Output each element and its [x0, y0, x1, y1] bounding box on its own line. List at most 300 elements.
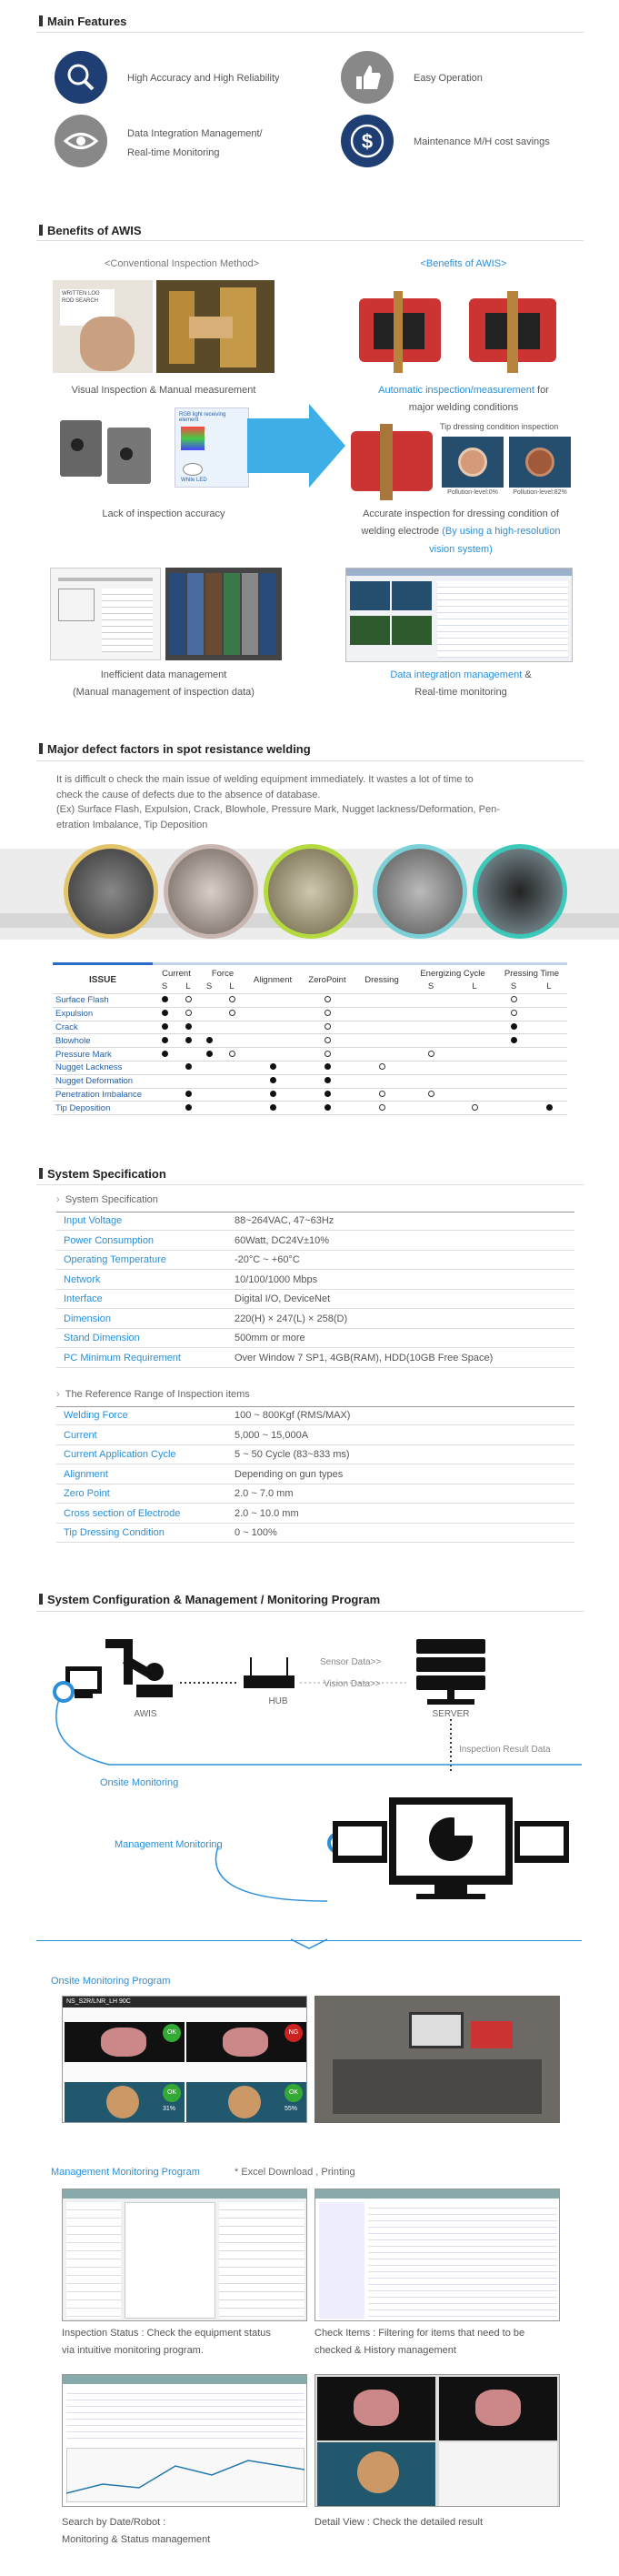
table-cell [354, 1048, 409, 1062]
caption-inspection-status [62, 2325, 325, 2360]
spec-key: Cross section of Electrode [64, 1507, 181, 1519]
filled-dot-icon [162, 1023, 168, 1030]
issue-name: Blowhole [53, 1034, 153, 1048]
issue-name: Surface Flash [53, 994, 153, 1008]
paragraph-line: (Ex) Surface Flash, Expulsion, Crack, Blowhole, Pressure Mark, Nugget lackness/Deformation, Pen- [56, 804, 500, 815]
table-cell [453, 1021, 496, 1034]
binders-photo [165, 568, 282, 660]
table-cell [218, 1034, 245, 1048]
spec-subheading: › System Specification [56, 1194, 158, 1205]
table-cell [531, 1088, 567, 1102]
table-cell [300, 994, 354, 1008]
server-label: SERVER [432, 1709, 470, 1719]
table-cell [300, 1062, 354, 1075]
section-title-spec: System Specification [47, 1167, 166, 1181]
col-header: Alignment [245, 967, 300, 994]
table-cell [218, 1088, 245, 1102]
spec-row [56, 1291, 574, 1309]
table-cell [409, 1007, 453, 1021]
spec-value: Digital I/O, DeviceNet [235, 1293, 331, 1304]
hollow-circle-icon [511, 996, 517, 1002]
hollow-circle-icon [185, 996, 192, 1002]
table-cell [218, 1074, 245, 1088]
divider [36, 760, 584, 761]
table-cell [300, 1048, 354, 1062]
spec-row [56, 1311, 574, 1329]
section-title-defects: Major defect factors in spot resistance welding [47, 742, 311, 756]
table-row [53, 1048, 567, 1062]
caption-text: Search by Date/Robot : [62, 2517, 166, 2528]
table-cell [300, 1102, 354, 1115]
electrode-tip-image-1 [442, 437, 504, 488]
filled-dot-icon [546, 1104, 553, 1111]
spec-row [56, 1446, 574, 1464]
filled-dot-icon [185, 1104, 192, 1111]
spec-row [56, 1252, 574, 1270]
filled-dot-icon [324, 1104, 331, 1111]
hollow-circle-icon [511, 1010, 517, 1016]
spec-row [56, 1466, 574, 1484]
spec-key: Tip Dressing Condition [64, 1527, 165, 1538]
col-header: Force [211, 968, 235, 979]
table-cell [218, 1062, 245, 1075]
table-cell [409, 1088, 453, 1102]
feature-label: Maintenance M/H cost savings [414, 136, 550, 147]
table-cell [531, 1034, 567, 1048]
filled-dot-icon [185, 1091, 192, 1097]
table-cell [409, 1021, 453, 1034]
hollow-circle-icon [379, 1091, 385, 1097]
table-cell [453, 1007, 496, 1021]
table-cell [218, 1007, 245, 1021]
table-cell [496, 1021, 531, 1034]
table-cell [245, 1021, 300, 1034]
table-cell [354, 1034, 409, 1048]
caption-text: Inspection Status : Check the equipment status [62, 2328, 271, 2339]
table-cell [218, 1021, 245, 1034]
caption-inefficient-data [45, 667, 282, 702]
table-cell [354, 994, 409, 1008]
feature-label [127, 125, 263, 163]
ok-badge: OK [285, 2084, 303, 2102]
table-cell [409, 994, 453, 1008]
table-cell [496, 1007, 531, 1021]
spec-key: Input Voltage [64, 1215, 123, 1226]
spec-value: 2.0 ~ 10.0 mm [235, 1507, 299, 1519]
spec-key: Dimension [64, 1313, 111, 1324]
awis-device-photo-1 [350, 291, 450, 373]
hollow-circle-icon [324, 1037, 331, 1043]
feature-label-line1: Data Integration Management/ [127, 128, 263, 139]
check-items-screenshot [314, 2189, 560, 2321]
table-cell [153, 994, 176, 1008]
table-cell [245, 994, 300, 1008]
caption-text: Real-time monitoring [414, 687, 507, 699]
col-header: Pressing Time [504, 968, 560, 979]
table-cell [153, 1021, 176, 1034]
table-cell [245, 1048, 300, 1062]
issue-name: Penetration Imbalance [53, 1088, 153, 1102]
table-cell [531, 994, 567, 1008]
table-cell [245, 1034, 300, 1048]
table-cell [200, 994, 218, 1008]
table-cell [496, 1062, 531, 1075]
filled-dot-icon [270, 1063, 276, 1070]
robot-arm-icon [105, 1639, 173, 1697]
defect-factor-table [53, 967, 567, 1115]
awis-device-photo-2 [454, 291, 573, 373]
table-cell [453, 1074, 496, 1088]
filled-dot-icon [185, 1037, 192, 1043]
spec-value: 10/100/1000 Mbps [235, 1273, 318, 1285]
table-row [53, 1034, 567, 1048]
spec-value: 88~264VAC, 47~63Hz [235, 1215, 334, 1226]
filled-dot-icon [206, 1051, 213, 1057]
section-title-features: Main Features [47, 15, 127, 28]
spec-key: Operating Temperature [64, 1254, 166, 1265]
caption-data-integration [338, 667, 584, 702]
spec-row [56, 1427, 574, 1445]
table-cell [245, 1007, 300, 1021]
spec-value: 60Watt, DC24V±10% [235, 1234, 330, 1246]
table-cell [218, 994, 245, 1008]
pollution-level-2: Pollution-level:82% [513, 489, 567, 496]
table-cell [200, 1021, 218, 1034]
table-cell [354, 1102, 409, 1115]
table-row [53, 1007, 567, 1021]
table-cell [453, 1102, 496, 1115]
table-cell [300, 1021, 354, 1034]
filled-dot-icon [270, 1077, 276, 1083]
table-cell [153, 1034, 176, 1048]
caption-text: Monitoring & Status management [62, 2534, 211, 2546]
system-configuration-diagram [0, 1628, 619, 1910]
table-cell [176, 1088, 200, 1102]
ng-badge: NG [285, 2024, 303, 2042]
spec-key: Network [64, 1273, 101, 1285]
issue-name: Nugget Deformation [53, 1074, 153, 1088]
spec-key: Alignment [64, 1468, 108, 1480]
spec-value: -20°C ~ +60°C [235, 1254, 300, 1265]
table-cell [496, 1074, 531, 1088]
table-cell [153, 1062, 176, 1075]
spec-key: PC Minimum Requirement [64, 1352, 181, 1363]
spec-value: 5 ~ 50 Cycle (83~833 ms) [235, 1449, 350, 1460]
table-cell [200, 1102, 218, 1115]
table-cell [496, 1048, 531, 1062]
sub-header: S [496, 981, 531, 994]
hollow-circle-icon [324, 1051, 331, 1057]
hollow-circle-icon [379, 1104, 385, 1111]
spec-subheading: › The Reference Range of Inspection items [56, 1389, 250, 1400]
filled-dot-icon [162, 1037, 168, 1043]
caption-highlight: (By using a high-resolution [442, 526, 561, 538]
section-marker [39, 1594, 43, 1605]
electrode-tip-image-2 [509, 437, 571, 488]
hollow-circle-icon [229, 996, 235, 1002]
table-cell [409, 1074, 453, 1088]
search-screenshot [62, 2374, 307, 2507]
section-marker [39, 225, 43, 236]
caption-highlight: Automatic inspection/measurement [378, 385, 534, 396]
spec-key: Power Consumption [64, 1234, 155, 1246]
divider [36, 1611, 584, 1612]
table-cell [531, 1048, 567, 1062]
issue-name: Crack [53, 1021, 153, 1034]
paper-document-photo [50, 568, 161, 660]
paragraph-line: check the cause of defects due to the absence of database. [56, 789, 321, 800]
hollow-circle-icon [324, 996, 331, 1002]
sensor-data-label: Sensor Data>> [320, 1657, 382, 1667]
spec-key: Zero Point [64, 1488, 110, 1499]
caption-text: via intuitive monitoring program. [62, 2345, 204, 2357]
spec-key: Current [64, 1429, 97, 1441]
filled-dot-icon [324, 1091, 331, 1097]
sub-header: L [453, 981, 496, 994]
spec-key: Welding Force [64, 1410, 128, 1421]
issue-name: Nugget Lackness [53, 1062, 153, 1075]
table-cell [453, 1062, 496, 1075]
caption-highlight: Data integration management [390, 669, 523, 680]
table-cell [218, 1102, 245, 1115]
dollar-icon [341, 115, 394, 167]
table-cell [176, 1074, 200, 1088]
table-cell [245, 1102, 300, 1115]
table-cell [409, 1048, 453, 1062]
filled-dot-icon [511, 1037, 517, 1043]
spec-value: 220(H) × 247(L) × 258(D) [235, 1313, 348, 1324]
table-row [53, 1102, 567, 1115]
hollow-circle-icon [229, 1051, 235, 1057]
table-cell [496, 994, 531, 1008]
col-header: ISSUE [53, 967, 153, 994]
chevron-down-icon [291, 1937, 327, 1950]
spec-row [56, 1505, 574, 1524]
col-header: ZeroPoint [300, 967, 354, 994]
spec-value: Depending on gun types [235, 1468, 344, 1480]
server-icon [416, 1639, 485, 1705]
sub-header: L [218, 981, 245, 994]
hollow-circle-icon [472, 1104, 478, 1111]
defect-photo-nugget [164, 844, 258, 939]
factory-monitor-photo [314, 1996, 560, 2123]
issue-name: Pressure Mark [53, 1048, 153, 1062]
table-cell [176, 1034, 200, 1048]
table-cell [496, 1102, 531, 1115]
defects-description [56, 772, 565, 832]
thumbs-up-icon [341, 51, 394, 104]
filled-dot-icon [185, 1063, 192, 1070]
sub-header: S [409, 981, 453, 994]
sub-header: S [200, 981, 218, 994]
table-cell [176, 1021, 200, 1034]
defect-photo-crack [264, 844, 358, 939]
written-note: WRITTEN LOG ROD SEARCH [60, 289, 115, 326]
table-cell [354, 1088, 409, 1102]
spec-value: 5,000 ~ 15,000A [235, 1429, 309, 1441]
table-cell [153, 1007, 176, 1021]
table-cell [176, 1102, 200, 1115]
table-cell [300, 1088, 354, 1102]
table-row [53, 1088, 567, 1102]
section-title-config: System Configuration & Management / Monitoring Program [47, 1593, 381, 1606]
sub-header: S [153, 981, 176, 994]
management-monitors-icon [333, 1797, 569, 1899]
caption-automatic-inspection [350, 382, 577, 418]
hollow-circle-icon [379, 1063, 385, 1070]
management-monitoring-label: Management Monitoring [115, 1839, 223, 1850]
section-marker [39, 1168, 43, 1179]
issue-name: Tip Deposition [53, 1102, 153, 1115]
vision-data-label: Vision Data>> [324, 1679, 381, 1689]
filled-dot-icon [206, 1037, 213, 1043]
divider [36, 32, 584, 33]
table-cell [496, 1088, 531, 1102]
ok-badge: OK [163, 2024, 181, 2042]
table-cell [354, 1007, 409, 1021]
table-cell [245, 1074, 300, 1088]
table-cell [409, 1102, 453, 1115]
spec-subheading-text: System Specification [65, 1194, 158, 1205]
table-cell [176, 1007, 200, 1021]
hollow-circle-icon [324, 1010, 331, 1016]
electrode-measurement-photo [156, 280, 275, 373]
caption-visual-inspection: Visual Inspection & Manual measurement [71, 385, 256, 396]
table-row [53, 1021, 567, 1034]
inspection-status-screenshot [62, 2189, 307, 2321]
caption-text: Inefficient data management [100, 669, 227, 680]
table-cell [453, 1034, 496, 1048]
spec-row [56, 1272, 574, 1290]
table-cell [453, 994, 496, 1008]
spec-key: Interface [64, 1293, 103, 1304]
table-cell [153, 1048, 176, 1062]
issue-name: Expulsion [53, 1007, 153, 1021]
spec-row [56, 1524, 574, 1543]
table-cell [245, 1062, 300, 1075]
table-header-bar [53, 962, 153, 965]
spec-row [56, 1233, 574, 1251]
col-header: Dressing [354, 967, 409, 994]
filled-dot-icon [185, 1023, 192, 1030]
spec-value: 100 ~ 800Kgf (RMS/MAX) [235, 1410, 351, 1421]
rgb-label: RGB light receiving element [179, 412, 226, 423]
spec-value: 0 ~ 100% [235, 1527, 277, 1538]
table-cell [453, 1088, 496, 1102]
spec-row [56, 1407, 574, 1425]
caption-highlight: vision system) [429, 543, 493, 555]
table-cell [153, 1102, 176, 1115]
monitoring-software-screenshot [345, 568, 573, 662]
hollow-circle-icon [324, 1023, 331, 1030]
caption-search [62, 2514, 325, 2550]
defect-photo-tip-deposition [473, 844, 567, 939]
awis-heading: <Benefits of AWIS> [420, 258, 507, 269]
caption-text: major welding conditions [408, 402, 519, 414]
table-cell [200, 1062, 218, 1075]
spec-value: Over Window 7 SP1, 4GB(RAM), HDD(10GB Free Space) [235, 1352, 494, 1363]
tip-dressing-photo [345, 424, 440, 500]
caption-check-items [314, 2325, 578, 2360]
rgb-sensor-diagram [175, 408, 249, 488]
hollow-circle-icon [229, 1010, 235, 1016]
table-cell [531, 1021, 567, 1034]
table-cell [531, 1074, 567, 1088]
sub-header: L [531, 981, 567, 994]
feature-label: Easy Operation [414, 73, 483, 84]
hollow-circle-icon [185, 1010, 192, 1016]
table-cell [200, 1034, 218, 1048]
paragraph-line: etration Imbalance, Tip Deposition [56, 819, 208, 830]
sensor-photo [53, 408, 171, 488]
section-marker [39, 15, 43, 26]
table-row [53, 994, 567, 1008]
table-cell [153, 1074, 176, 1088]
spec-row [56, 1213, 574, 1231]
inspection-result-label: Inspection Result Data [459, 1745, 551, 1755]
filled-dot-icon [511, 1023, 517, 1030]
feature-label: High Accuracy and High Reliability [127, 73, 280, 84]
table-cell [496, 1034, 531, 1048]
table-cell [300, 1074, 354, 1088]
sub-header: L [176, 981, 200, 994]
magnifier-icon [55, 51, 107, 104]
onsite-program-title: Onsite Monitoring Program [51, 1976, 171, 1987]
filled-dot-icon [162, 1051, 168, 1057]
table-cell [200, 1048, 218, 1062]
management-program-title: Management Monitoring Program [51, 2167, 200, 2178]
table-cell [453, 1048, 496, 1062]
caption-text: checked & History management [314, 2345, 456, 2357]
caption-text: welding electrode [361, 526, 443, 538]
paragraph-line: It is difficult o check the main issue of welding equipment immediately. It wastes a lot of time to [56, 774, 474, 785]
filled-dot-icon [162, 996, 168, 1002]
manual-inspection-photo [53, 280, 153, 373]
conventional-heading: <Conventional Inspection Method> [104, 258, 259, 269]
section-marker [39, 743, 43, 754]
table-cell [176, 1048, 200, 1062]
table-cell [531, 1062, 567, 1075]
caption-text: & [522, 669, 532, 680]
table-cell [531, 1007, 567, 1021]
awis-label: AWIS [134, 1709, 157, 1719]
table-row [53, 1062, 567, 1075]
table-cell [176, 1062, 200, 1075]
col-header: Energizing Cycle [420, 968, 485, 979]
caption-dressing-inspection [338, 506, 584, 558]
section-title-benefits: Benefits of AWIS [47, 224, 142, 237]
table-cell [300, 1034, 354, 1048]
caption-lack-accuracy: Lack of inspection accuracy [102, 508, 225, 519]
tip-dressing-label: Tip dressing condition inspection [440, 422, 559, 431]
spec-key: Current Application Cycle [64, 1449, 176, 1460]
table-cell [354, 1074, 409, 1088]
caption-text: (Manual management of inspection data) [73, 687, 255, 699]
percent-label: 55% [285, 2106, 298, 2112]
table-cell [218, 1048, 245, 1062]
table-cell [200, 1007, 218, 1021]
svg-text:$: $ [361, 130, 374, 153]
table-row [53, 1074, 567, 1088]
table-cell [153, 1088, 176, 1102]
hub-label: HUB [268, 1696, 288, 1706]
percent-label: 31% [163, 2106, 176, 2112]
filled-dot-icon [324, 1063, 331, 1070]
divider [36, 240, 584, 241]
management-program-note: * Excel Download , Printing [235, 2167, 355, 2178]
filled-dot-icon [270, 1104, 276, 1111]
hollow-circle-icon [428, 1091, 434, 1097]
